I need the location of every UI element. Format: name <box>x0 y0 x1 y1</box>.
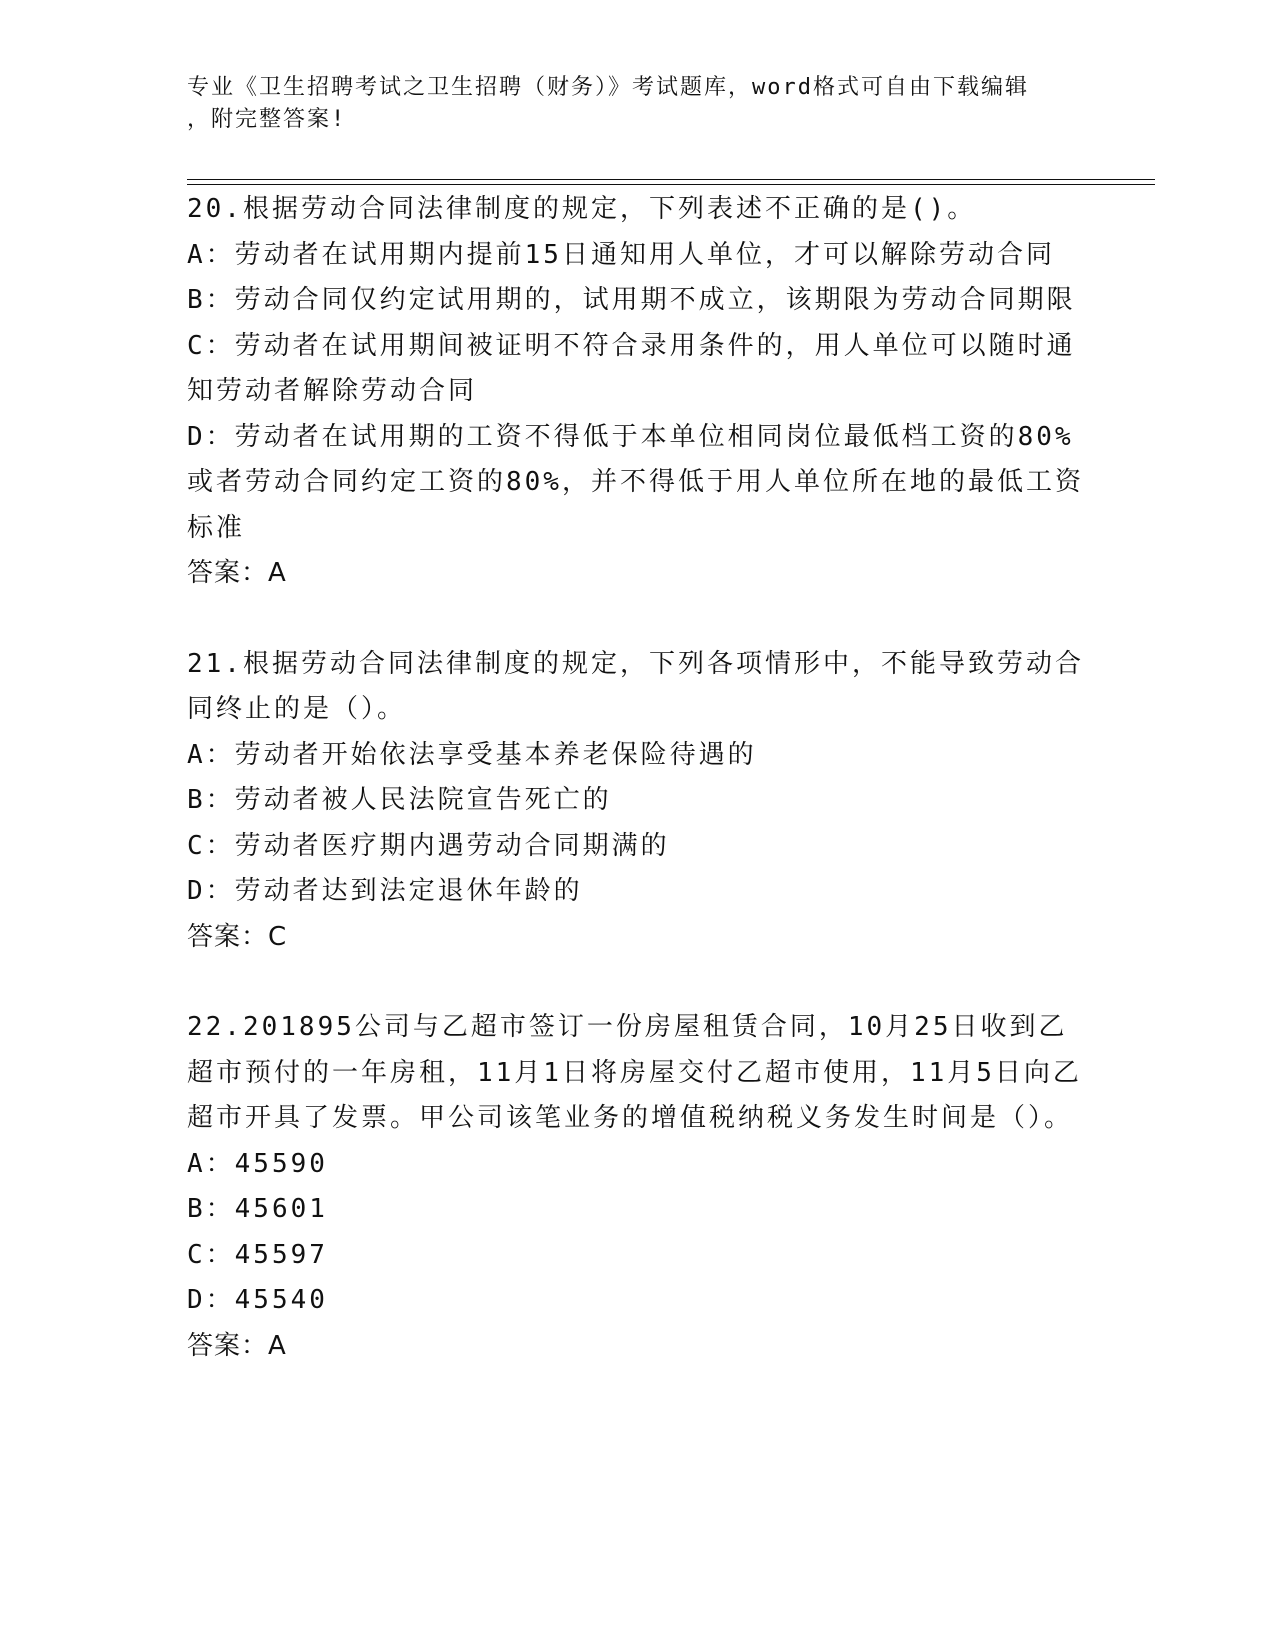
header-divider-top <box>187 179 1155 180</box>
option-d: D：劳动者在试用期的工资不得低于本单位相同岗位最低档工资的80%或者劳动合同约定工资的80%，并不得低于用人单位所在地的最低工资标准 <box>187 421 1084 543</box>
option-b: B：劳动者被人民法院宣告死亡的 <box>187 785 612 815</box>
answer-label: 答案：C <box>187 921 288 952</box>
question-22 <box>187 1005 1087 1369</box>
header-divider-bottom <box>187 184 1155 185</box>
option-d: D：45540 <box>187 1285 328 1315</box>
option-a: A：45590 <box>187 1148 328 1179</box>
option-b: B：劳动合同仅约定试用期的，试用期不成立，该期限为劳动合同期限 <box>187 285 1076 315</box>
option-d: D：劳动者达到法定退休年龄的 <box>187 876 583 906</box>
document-header <box>187 72 1067 136</box>
question-21 <box>187 642 1087 961</box>
question-list <box>187 187 1087 1369</box>
option-c: C：劳动者医疗期内遇劳动合同期满的 <box>187 830 670 861</box>
header-line-2: ，附完整答案! <box>187 107 347 132</box>
question-20 <box>187 187 1087 597</box>
question-stem: 22.201895公司与乙超市签订一份房屋租赁合同，10月25日收到乙超市预付的一年房租，11月1日将房屋交付乙超市使用，11月5日向乙超市开具了发票。甲公司该笔业务的增值税纳税义务发生时间是（）。 <box>187 1012 1082 1133</box>
header-line-1: 专业《卫生招聘考试之卫生招聘（财务）》考试题库，word格式可自由下载编辑 <box>187 75 1029 100</box>
option-c: C：45597 <box>187 1239 328 1270</box>
option-b: B：45601 <box>187 1194 328 1224</box>
question-spacer <box>187 597 1087 642</box>
question-stem: 21.根据劳动合同法律制度的规定，下列各项情形中，不能导致劳动合同终止的是（）。 <box>187 648 1084 724</box>
answer-label: 答案：A <box>187 558 287 588</box>
option-a: A：劳动者开始依法享受基本养老保险待遇的 <box>187 739 757 770</box>
option-c: C：劳动者在试用期间被证明不符合录用条件的，用人单位可以随时通知劳动者解除劳动合同 <box>187 330 1076 406</box>
option-a: A：劳动者在试用期内提前15日通知用人单位，才可以解除劳动合同 <box>187 239 1055 270</box>
question-stem: 20.根据劳动合同法律制度的规定，下列表述不正确的是()。 <box>187 194 977 224</box>
answer-label: 答案：A <box>187 1330 287 1361</box>
question-spacer <box>187 960 1087 1005</box>
